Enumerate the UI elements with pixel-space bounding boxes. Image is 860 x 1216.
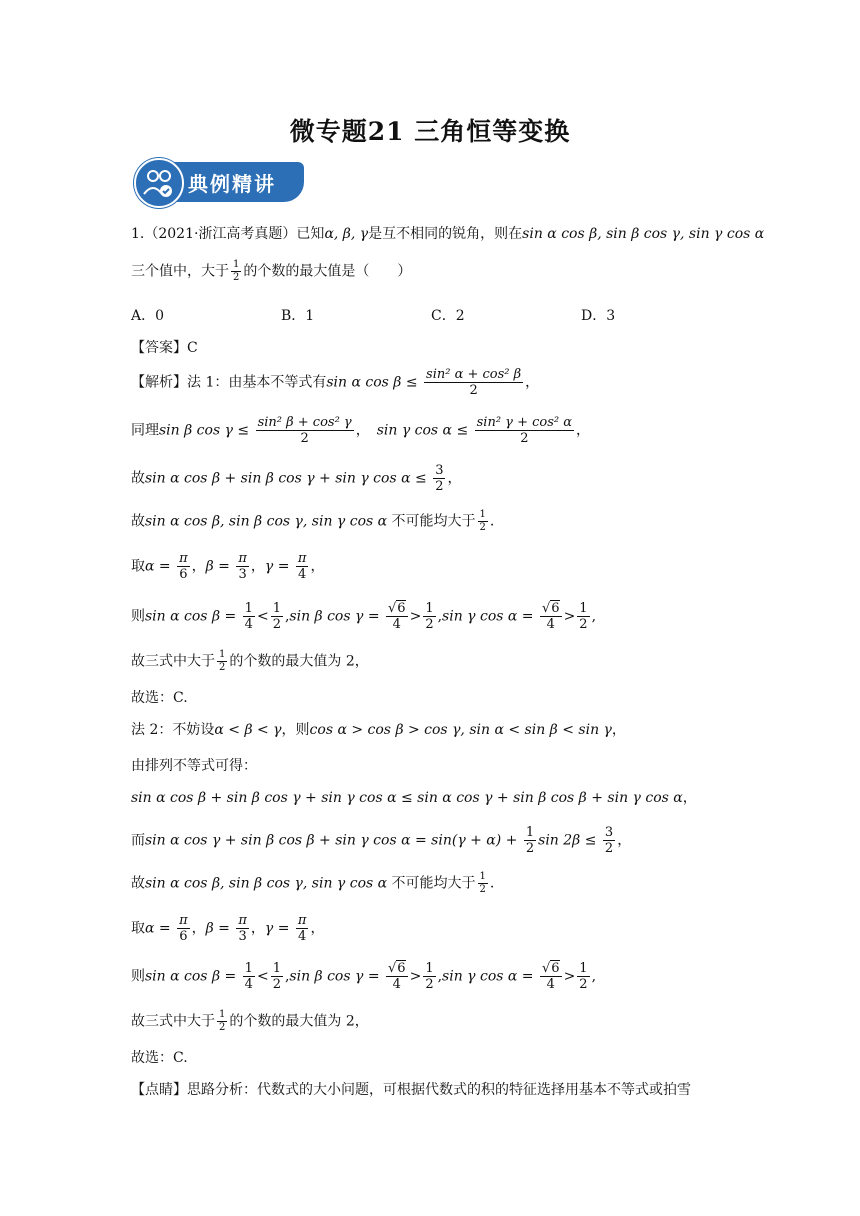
comment-line: 【点睛】思路分析：代数式的大小问题，可根据代数式的积的特征选择用基本不等式或拍雪 xyxy=(131,1082,691,1098)
analysis-line-13: 故sin α cos β, sin β cos γ, sin γ cos α 不可能均大于 $\frac{1}{2}$ . xyxy=(131,871,495,895)
analysis-line-8: 故选：C. xyxy=(131,690,188,706)
analysis-line-7: 故三式中大于 $\frac{1}{2}$ 的个数的最大值为 2， xyxy=(131,649,369,673)
banner-label: 典例精讲 xyxy=(188,172,276,196)
analysis-line-12: 而sin α cos γ + sin β cos β + sin γ cos α = sin(γ + α) + $\frac{1}{2}$ sin 2β ≤ $\frac{3}{2}$ ， xyxy=(131,825,632,856)
analysis-line-3: 故sin α cos β + sin β cos γ + sin γ cos α ≤ $\frac{3}{2}$ ， xyxy=(131,463,462,494)
analysis-line-15: 则sin α cos β = $\frac{1}{4}$ < $\frac{1}{2}$ ,sin β cos γ = $\frac{√6}{4}$ > $\frac{1}{2}$ ,sin γ cos α = $\frac{√6}{4}$ > $\frac{1}{2}$ , xyxy=(131,961,597,992)
analysis-line-4: 故sin α cos β, sin β cos γ, sin γ cos α 不可能均大于 $\frac{1}{2}$ . xyxy=(131,509,495,533)
option-b: B．1 xyxy=(281,308,315,324)
analysis-line-14: 取α = $\frac{\pi}{6}$ ，β = $\frac{\pi}{3}$ ，γ = $\frac{\pi}{4}$ ， xyxy=(131,913,325,944)
analysis-line-10: 由排列不等式可得： xyxy=(131,758,257,774)
option-a: A．0 xyxy=(131,308,165,324)
analysis-line-6: 则sin α cos β = $\frac{1}{4}$ < $\frac{1}{2}$ ,sin β cos γ = $\frac{√6}{4}$ > $\frac{1}{2}$ ,sin γ cos α = $\frac{√6}{4}$ > $\frac{1}{2}$ , xyxy=(131,601,597,632)
answer: 【答案】C xyxy=(131,340,198,356)
question-line-1: 1.（2021·浙江高考真题）已知α, β, γ是互不相同的锐角，则在sin α cos β, sin β cos γ, sin γ cos α xyxy=(131,226,765,242)
analysis-line-16: 故三式中大于 $\frac{1}{2}$ 的个数的最大值为 2， xyxy=(131,1009,369,1033)
page-title: 微专题21 三角恒等变换 xyxy=(289,117,571,146)
section-banner xyxy=(134,158,306,206)
analysis-line-1: 【解析】法 1：由基本不等式有sin α cos β ≤ $\frac{\text{sin² α + cos² β}}{2}$ ， xyxy=(131,367,540,398)
analysis-line-2: 同理sin β cos γ ≤ $\frac{\text{sin² β + cos² γ}}{2}$ ， sin γ cos α ≤ $\frac{\text{sin² γ + cos² α}}{2}$ ， xyxy=(131,415,591,446)
analysis-line-11: sin α cos β + sin β cos γ + sin γ cos α ≤ sin α cos γ + sin β cos β + sin γ cos α， xyxy=(131,790,697,806)
option-c: C．2 xyxy=(431,308,465,324)
option-d: D．3 xyxy=(581,308,616,324)
question-line-2: 三个值中，大于 $\frac{1}{2}$ 的个数的最大值是（ ） xyxy=(131,259,412,283)
analysis-line-5: 取α = $\frac{\pi}{6}$ ，β = $\frac{\pi}{3}$ ，γ = $\frac{\pi}{4}$ ， xyxy=(131,551,325,582)
analysis-line-9: 法 2：不妨设α < β < γ，则cos α > cos β > cos γ, sin α < sin β < sin γ， xyxy=(131,722,626,738)
analysis-line-17: 故选：C. xyxy=(131,1050,188,1066)
people-check-icon xyxy=(134,158,184,208)
